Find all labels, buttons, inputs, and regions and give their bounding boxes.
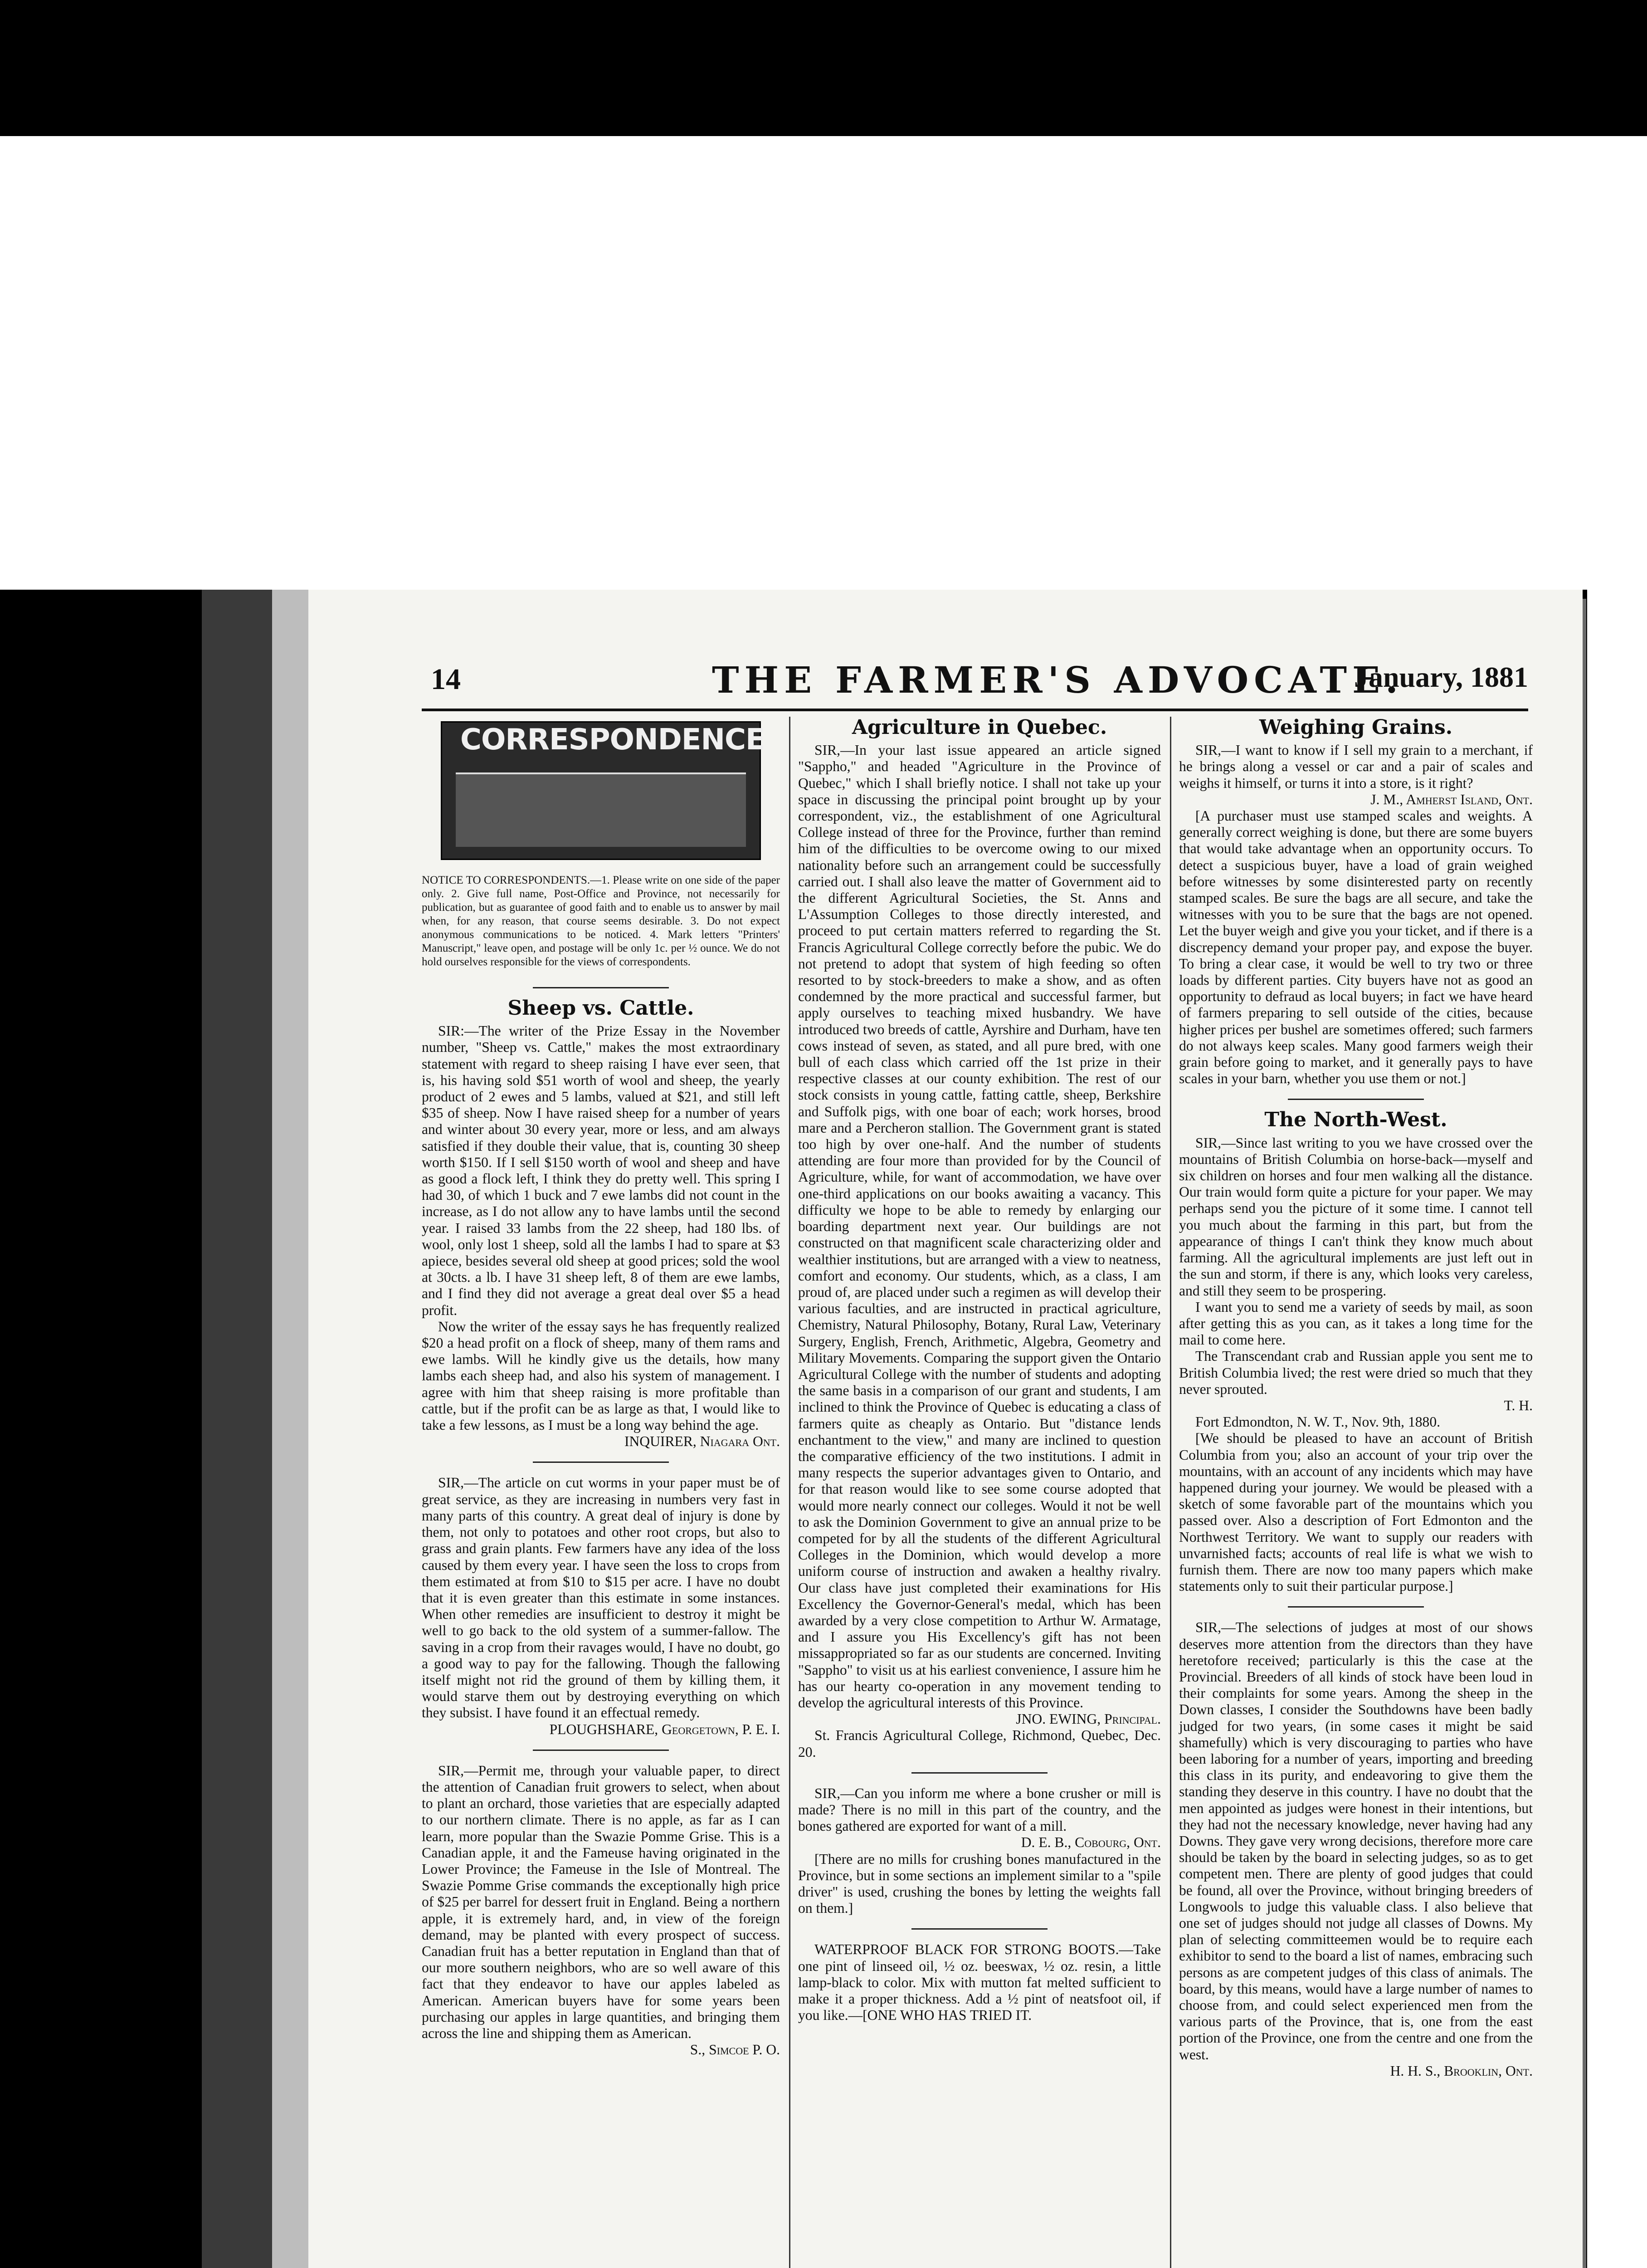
article-title: Weighing Grains.: [1259, 716, 1453, 739]
banner-illustration: [456, 772, 746, 847]
article-title: The North-West.: [1264, 1108, 1447, 1132]
correspondence-banner: [441, 721, 765, 860]
divider: [1288, 1606, 1424, 1608]
divider: [911, 1772, 1048, 1774]
notice-to-correspondents: NOTICE TO CORRESPONDENTS.—1. Please write on one side of the paper only. 2. Give full name, Post-Office and Province, not necessarily for publication, but as guarantee of good faith and to enable us to answer by mail when, for any reason, that course seems desirable. 3. Do not expect anonymous communications to be noticed. 4. Mark letters "Printers' Manuscript," leave open, and postage will be only 1c. per ½ ounce. We do not hold ourselves responsible for the views of correspondents.: [422, 874, 780, 968]
article-paragraph: I want you to send me a variety of seeds by mail, as soon after getting this as you can, as it takes a long time for the mail to come here.: [1179, 1299, 1533, 1348]
column-3: [1179, 717, 1533, 2079]
article-signature: H. H. S., Brooklin, Ont.: [1390, 2063, 1533, 2079]
header-rule: [422, 709, 1528, 711]
article-title: Agriculture in Quebec.: [852, 716, 1107, 739]
binding-edge: [272, 590, 313, 2268]
article-signature: JNO. EWING, Principal.: [1016, 1711, 1161, 1727]
column-2: [798, 717, 1161, 2024]
article-paragraph: SIR,—Since last writing to you we have crossed over the mountains of British Columbia on horse-back—myself and six children on horses and four men walking all the distance. Our train would form quite a picture for your paper. We may perhaps send you the picture of it some time. I cannot tell you much about the farming in this part, but from the appearance of things I can't think they know much about farming. All the agricultural implements are just left out in the sun and storm, if there is any, which looks very careless, and still they seem to be prospering.: [1179, 1134, 1533, 1299]
article-paragraph: Now the writer of the essay says he has frequently realized $20 a head profit on a flock of sheep, many of them rams and ewe lambs. Will he kindly give us the details, how many lambs each sheep had, and also his system of management. I agree with him that sheep raising is more profitable than cattle, but if the profit can be as large as that, I would like to take a few lessons, as I must be a long way behind the age.: [422, 1318, 780, 1433]
banner-title: CORRESPONDENCE: [460, 723, 765, 757]
article-paragraph: SIR,—Can you inform me where a bone crusher or mill is made? There is no mill in this part of the country, and the bones gathered are exported for want of a mill.: [798, 1785, 1161, 1834]
recipe-paragraph: WATERPROOF BLACK FOR STRONG BOOTS.—Take one pint of linseed oil, ½ oz. beeswax, ½ oz. resin, a little lamp-black to color. Mix with mutton fat melted sufficient to make it a proper thickness. Add a ½ pint of neatsfoot oil, if you like.—[ONE WHO HAS TRIED IT.: [798, 1941, 1161, 2024]
page-number: 14: [431, 663, 461, 696]
divider: [533, 1750, 669, 1751]
column-1: [422, 717, 780, 2058]
article-paragraph: SIR,—The article on cut worms in your paper must be of great service, as they are increasing in numbers very fast in many parts of this country. A great deal of injury is done by them, not only to potatoes and other root crops, but also to grass and grain plants. Few farmers have any idea of the loss caused by them every year. I have seen the loss to crops from them estimated at from $10 to $15 per acre. I have no doubt that it is even greater than this estimate in some instances. When other remedies are insufficient to destroy it might be well to go back to the old system of a summer-fallow. The saving in a crop from their ravages would, I have no doubt, go a good way to pay for the fallowing. Though the fallowing itself might not rid the ground of them by killing them, it would starve them out by destroying everything on which they subsist. I have found it an effectual remedy.: [422, 1475, 780, 1721]
article-signature: S., Simcoe P. O.: [690, 2042, 780, 2058]
article-paragraph: The Transcendant crab and Russian apple you sent me to British Columbia lived; the rest were dried so much that they never sprouted.: [1179, 1348, 1533, 1397]
article-paragraph: SIR,—I want to know if I sell my grain to a merchant, if he brings along a vessel or car and a pair of scales and weighs it himself, or turns it into a store, is it right?: [1179, 742, 1533, 791]
article-signature: INQUIRER, Niagara Ont.: [624, 1433, 780, 1450]
article-paragraph: SIR:—The writer of the Prize Essay in the November number, "Sheep vs. Cattle," makes the most extraordinary statement with regard to sheep raising I have ever seen, that is, his having sold $51 worth of wool and sheep, the yearly product of 2 ewes and 5 lambs, valued at $21, and still left $35 of sheep. Now I have raised sheep for a number of years and winter about 30 every year, more or less, and am always satisfied if they double their value, that is, counting 30 sheep worth $150. If I sell $150 worth of wool and sheep and have as good a flock left, I think they do pretty well. This spring I had 30, of which 1 buck and 7 ewe lambs did not count in the increase, as I do not allow any to have lambs until the second year. I raised 33 lambs from the 22 sheep, had 180 lbs. of wool, only lost 1 sheep, sold all the lambs I had to spare at $3 apiece, besides several old sheep at good prices; sold the wool at 30cts. a lb. I have 31 sheep left, 8 of them are ewe lambs, and I find they did not average a great deal over $5 a head profit.: [422, 1023, 780, 1318]
article-paragraph: SIR,—The selections of judges at most of our shows deserves more attention from the directors than they have heretofore received; particularly is this the case at the Provincial. Breeders of all kinds of stock have been loud in their complaints for some years. Among the sheep in the Down classes, I consider the Southdowns have been badly judged for two years, (in some cases it might be said shamefully) which is very discouraging to parties who have been laboring for a number of years, importing and breeding this class in its purity, and endeavoring to give them the standing they deserve in this country. I have no doubt that the men appointed as judges were honest in their intentions, but they had not the necessary knowledge, never having had any Downs. They gave very wrong decisions, therefore more care should be taken by the board in selecting judges, so as to get competent men. There are plenty of good judges that could be found, all over the Province, without bringing breeders of Longwools to judge this valuable class. I also believe that one set of judges should not judge all classes of Downs. My plan of selecting committeemen would be to require each exhibitor to send to the board a list of names, embracing such persons as are competent judges of this class of animals. The board, by this means, would have a large number of names to choose from, and could select experienced men from the various parts of the Province, that is, one from the east portion of the Province, one from the centre and one from the west.: [1179, 1619, 1533, 2063]
editor-reply: [A purchaser must use stamped scales and weights. A generally correct weighing is done, but there are some buyers that would take advantage when an opportunity occurs. To detect a suspicious buyer, have a load of grain weighed before witnesses by some disinterested party on recently stamped scales. Be sure the bags are all secure, and take the witnesses with you to be sure that the bags are not opened. Let the buyer weigh and give you your ticket, and if there is a discrepency demand your proper pay, and expose the buyer. To bring a clear case, it would be well to try two or three loads by different parties. City buyers have not as good an opportunity to defraud as local buyers; in fact we have heard of farmers preparing to sell outside of the cities, because higher prices per bushel are sometimes offered; such farmers do not always keep scales. Many good farmers weigh their grain before going to market, and it generally pays to have scales in your barn, whether you use them or not.]: [1179, 808, 1533, 1087]
article-signature: D. E. B., Cobourg, Ont.: [1021, 1834, 1161, 1851]
article-signature: PLOUGHSHARE, Georgetown, P. E. I.: [549, 1721, 780, 1737]
article-signature: J. M., Amherst Island, Ont.: [1370, 791, 1533, 807]
article-title: Sheep vs. Cattle.: [507, 997, 694, 1020]
article-paragraph: SIR,—Permit me, through your valuable paper, to direct the attention of Canadian fruit growers to select, when about to plant an orchard, those varieties that are especially adapted to our northern climate. There is no apple, as far as I can learn, more popular than the Swazie Pomme Grise. This is a Canadian apple, it and the Fameuse having originated in the Lower Province; the Fameuse in the Isle of Montreal. The Swazie Pomme Grise commands the exceptionally high price of $25 per barrel for dessert fruit in England. Being a northern apple, it is extremely hard, and, in view of the foreign demand, may be planted with every prospect of success. Canadian fruit has a better reputation in England than that of our more southern neighbors, who are so well aware of this fact that they endeavor to have our apples labeled as American. American buyers have for some years been purchasing our apples in large quantities, and bringing them across the line and shipping them as American.: [422, 1762, 780, 2041]
editor-reply: [There are no mills for crushing bones manufactured in the Province, but in some sections an implement similar to a "spile driver" is used, crushing the bones by letting the weights fall on them.]: [798, 1851, 1161, 1916]
masthead: THE FARMER'S ADVOCATE.: [712, 659, 1403, 701]
column-rule-2: [1170, 717, 1171, 2268]
issue-date: January, 1881: [1354, 661, 1528, 693]
background-right: [1587, 590, 1647, 2268]
background-top: [0, 136, 1647, 590]
newspaper-page: [308, 590, 1583, 2268]
divider: [1288, 1099, 1424, 1100]
divider: [911, 1928, 1048, 1930]
article-signature: T. H.: [1504, 1397, 1533, 1413]
divider: [533, 1461, 669, 1463]
divider: [533, 987, 669, 988]
article-paragraph: SIR,—In your last issue appeared an article signed "Sappho," and headed "Agriculture in the Province of Quebec," which I shall briefly notice. I shall not take up your space in discussing the principal point brought up by your correspondent, viz., the establishment of one Agricultural College instead of three for the Province, further than remind him of the difficulties to be overcome owing to our mixed nationality before such an arrangement could be successfully carried out. I shall also leave the matter of Government aid to the different Agricultural Societies, the St. Anns and L'Assumption Colleges to those directly interested, and proceed to put certain matters referred to regarding the St. Francis Agricultural College correctly before the pubic. We do not pretend to adopt that system of high feeding so often resorted to by stock-breeders to make a show, and as often condemned by the more practical and successful farmer, but apply ourselves to teaching mixed husbandry. We have introduced two breeds of cattle, Ayrshire and Durham, have ten cows instead of seven, as stated, and all pure bred, with one bull of each class which carried off the 1st prize in their respective classes at our county exhibition. The rest of our stock consists in young cattle, fatting cattle, sheep, Berkshire and Suffolk pigs, with one boar of each; work horses, brood mare and a Percheron stallion. The Government grant is stated too high by over one-half. And the number of students attending are four more than provided for by the Council of Agriculture, while, for want of accommodation, we have over one-third applications on our books awaiting a vacancy. This difficulty we hope to be able to remedy by enlarging our boarding department next year. Our buildings are not constructed on that magnificent scale characterizing older and wealthier institutions, but are arranged with a view to neatness, comfort and economy. Our students, which, as a class, I am proud of, are placed under such a regimen as will develop their various faculties, and are instructed in practical agriculture, Chemistry, Natural Philosophy, Botany, Rural Law, Veterinary Surgery, English, French, Arithmetic, Algebra, Geometry and Military Movements. Comparing the support given the Ontario Agricultural College with the number of students and adopting the same basis in a comparison of our grant and students, I am inclined to think the Province of Quebec is educating a class of farmers quite as cheaply as Ontario. But "distance lends enchantment to the view," and many are inclined to question the comparative efficiency of the two institutions. I admit in many respects the superior advantages given to Ontario, and for that reason would like to see some course adopted that would more nearly connect our colleges. Would it not be well to ask the Dominion Government to give an annual prize to be competed for by all the students of the different Agricultural Colleges in the Dominion, which would develop a more uniform course of instruction and awaken a healthy rivalry. Our class have just completed their examinations for His Excellency the Governor-General's medal, which has been awarded by a very close competition to Arthur W. Armatage, and I assure you His Excellency's gift has not been missappropriated so far as our students are concerned. Inviting "Sappho" to visit us at his earliest convenience, I assure him he has our hearty co-operation in any movement tending to develop the agricultural interests of this Province.: [798, 742, 1161, 1711]
editor-reply: [We should be pleased to have an account of British Columbia from you; also an account of your trip over the mountains, with an account of any incidents which may have happened during your journey. We would be pleased with a sketch of some favorable part of the mountains which you passed over. Also a description of Fort Edmonton and the Northwest Territory. We want to supply our readers with unvarnished facts; accounts of real life is what we wish to furnish them. There are now too many papers which make statements only to suit their particular purpose.]: [1179, 1430, 1533, 1594]
article-address: St. Francis Agricultural College, Richmond, Quebec, Dec. 20.: [798, 1727, 1161, 1760]
article-address: Fort Edmondton, N. W. T., Nov. 9th, 1880.: [1195, 1414, 1441, 1430]
page-header: [431, 658, 1528, 703]
column-rule-1: [789, 717, 790, 2268]
